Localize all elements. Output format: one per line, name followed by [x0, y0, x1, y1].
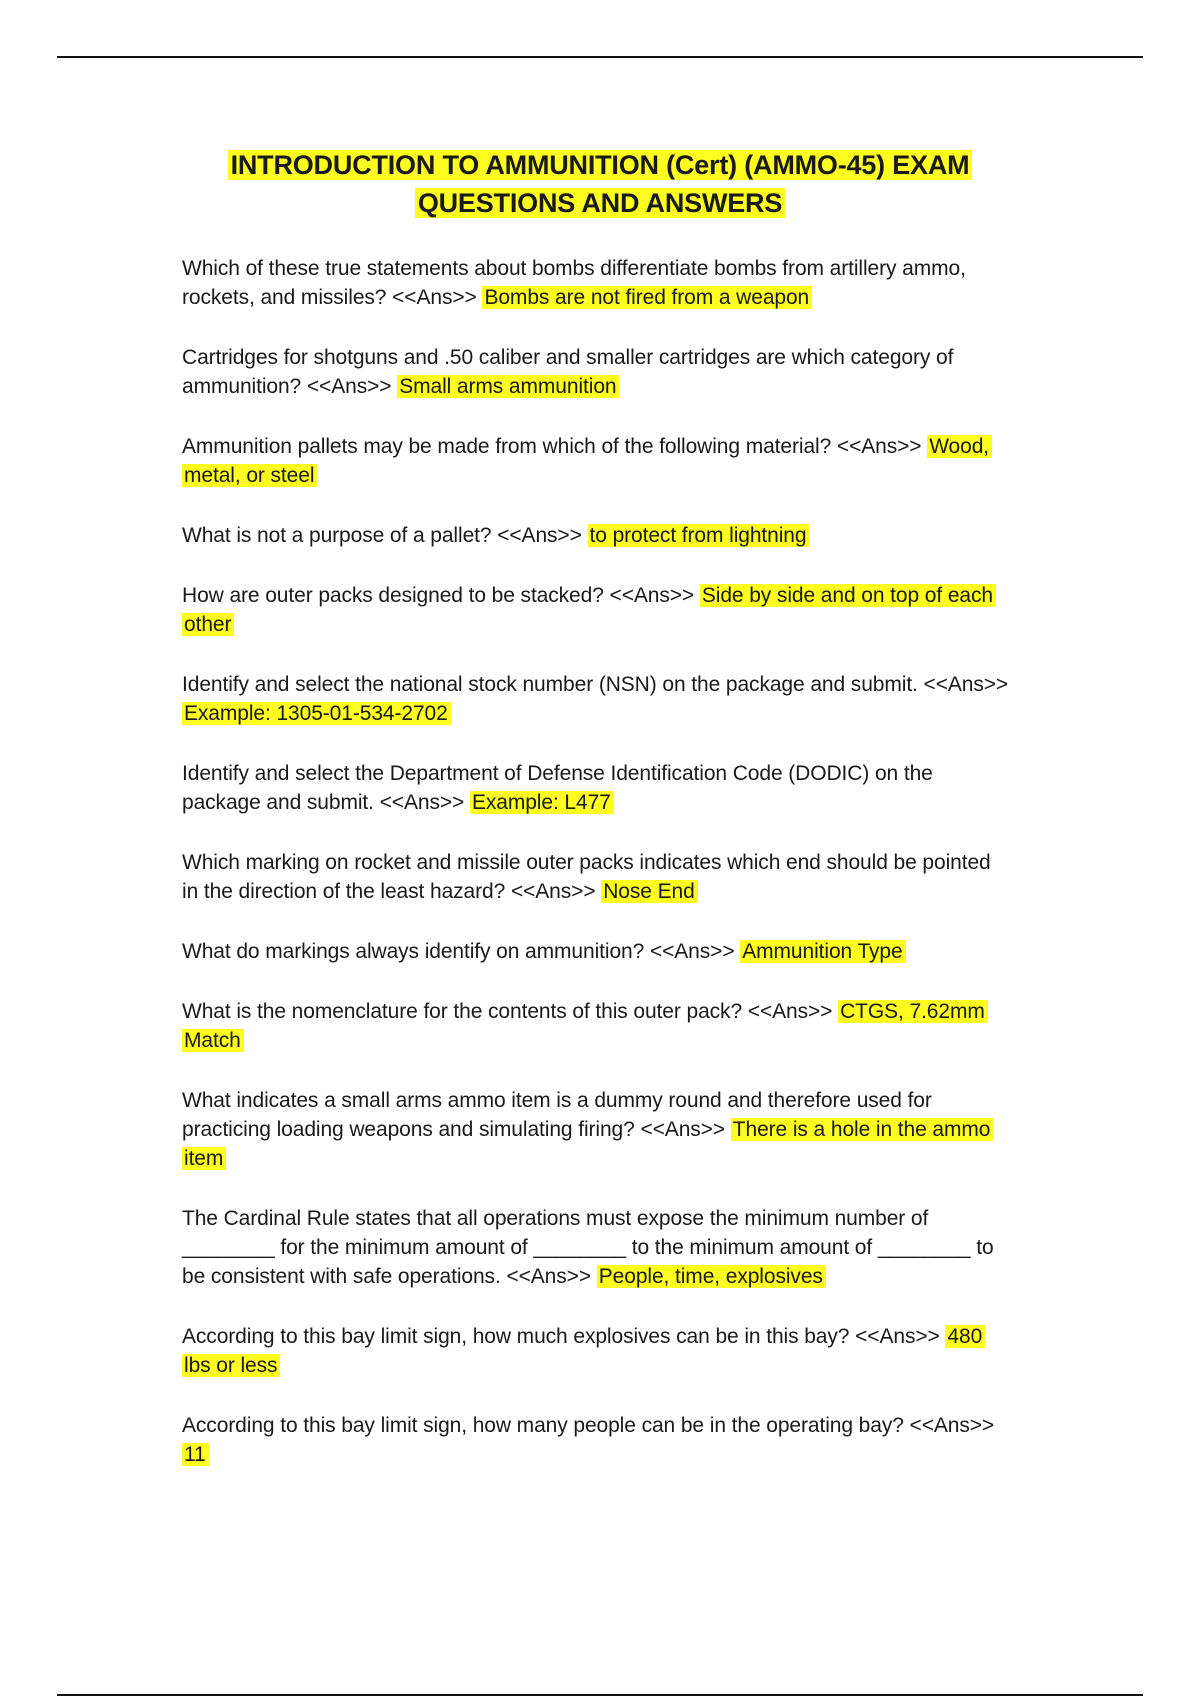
qa-list: [182, 254, 1012, 1500]
answer-highlight: 11: [182, 1443, 209, 1466]
qa-item: [182, 581, 1012, 639]
title-line-1: INTRODUCTION TO AMMUNITION (Cert) (AMMO-45) EXAM: [228, 150, 973, 180]
qa-item: [182, 1204, 1012, 1291]
question-text: Ammunition pallets may be made from which of the following material?: [182, 435, 832, 458]
answer-highlight: There is a hole in the ammo item: [182, 1118, 993, 1170]
answer-separator: <<Ans>>: [836, 435, 922, 458]
qa-item: [182, 1086, 1012, 1173]
bottom-rule: [57, 1694, 1143, 1696]
question-text: What indicates a small arms ammo item is a dummy round and therefore used for practicing loading weapons and simulating firing?: [182, 1089, 932, 1141]
answer-separator: <<Ans>>: [649, 940, 735, 963]
qa-item: [182, 1411, 1012, 1469]
answer-highlight: Example: 1305-01-534-2702: [182, 702, 451, 725]
question-text: Which of these true statements about bombs differentiate bombs from artillery ammo, rockets, and missiles?: [182, 257, 966, 309]
answer-separator: <<Ans>>: [497, 524, 582, 547]
question-text: What is the nomenclature for the contents of this outer pack?: [182, 1000, 743, 1023]
document-title: [130, 146, 1070, 222]
answer-highlight: Bombs are not fired from a weapon: [482, 286, 812, 309]
question-text: According to this bay limit sign, how much explosives can be in this bay?: [182, 1325, 850, 1348]
question-text: The Cardinal Rule states that all operations must expose the minimum number of ________ for the minimum amount of ________ to the minimum amount of ________ to be consistent with safe operations.: [182, 1207, 994, 1288]
answer-separator: <<Ans>>: [306, 375, 392, 398]
answer-highlight: Nose End: [601, 880, 697, 903]
qa-item: [182, 521, 1012, 550]
answer-highlight: Ammunition Type: [740, 940, 905, 963]
answer-separator: <<Ans>>: [747, 1000, 833, 1023]
answer-separator: <<Ans>>: [510, 880, 596, 903]
qa-item: [182, 343, 1012, 401]
answer-separator: <<Ans>>: [609, 584, 695, 607]
qa-item: [182, 937, 1012, 966]
answer-highlight: Side by side and on top of each other: [182, 584, 996, 636]
answer-separator: <<Ans>>: [640, 1118, 726, 1141]
answer-highlight: 480 lbs or less: [182, 1325, 985, 1377]
qa-item: [182, 670, 1012, 728]
top-rule: [57, 56, 1143, 58]
question-text: Identify and select the national stock number (NSN) on the package and submit.: [182, 673, 918, 696]
answer-highlight: Example: L477: [470, 791, 614, 814]
qa-item: [182, 1322, 1012, 1380]
question-text: What is not a purpose of a pallet?: [182, 524, 492, 547]
qa-item: [182, 997, 1012, 1055]
qa-item: [182, 759, 1012, 817]
answer-separator: <<Ans>>: [855, 1325, 940, 1348]
question-text: Which marking on rocket and missile outer packs indicates which end should be pointed in the direction of the least hazard?: [182, 851, 991, 903]
question-text: What do markings always identify on ammunition?: [182, 940, 645, 963]
qa-item: [182, 848, 1012, 906]
answer-highlight: CTGS, 7.62mm Match: [182, 1000, 988, 1052]
answer-highlight: to protect from lightning: [588, 524, 810, 547]
question-text: Cartridges for shotguns and .50 caliber and smaller cartridges are which category of ammunition?: [182, 346, 954, 398]
answer-highlight: People, time, explosives: [597, 1265, 826, 1288]
answer-separator: <<Ans>>: [923, 673, 1009, 696]
answer-highlight: Wood, metal, or steel: [182, 435, 992, 487]
title-line-2: QUESTIONS AND ANSWERS: [415, 188, 785, 218]
question-text: How are outer packs designed to be stacked?: [182, 584, 604, 607]
qa-item: [182, 254, 1012, 312]
qa-item: [182, 432, 1012, 490]
answer-separator: <<Ans>>: [379, 791, 465, 814]
answer-separator: <<Ans>>: [392, 286, 477, 309]
answer-separator: <<Ans>>: [506, 1265, 591, 1288]
question-text: According to this bay limit sign, how many people can be in the operating bay?: [182, 1414, 904, 1437]
answer-separator: <<Ans>>: [909, 1414, 995, 1437]
answer-highlight: Small arms ammunition: [397, 375, 619, 398]
question-text: Identify and select the Department of Defense Identification Code (DODIC) on the package and submit.: [182, 762, 933, 814]
